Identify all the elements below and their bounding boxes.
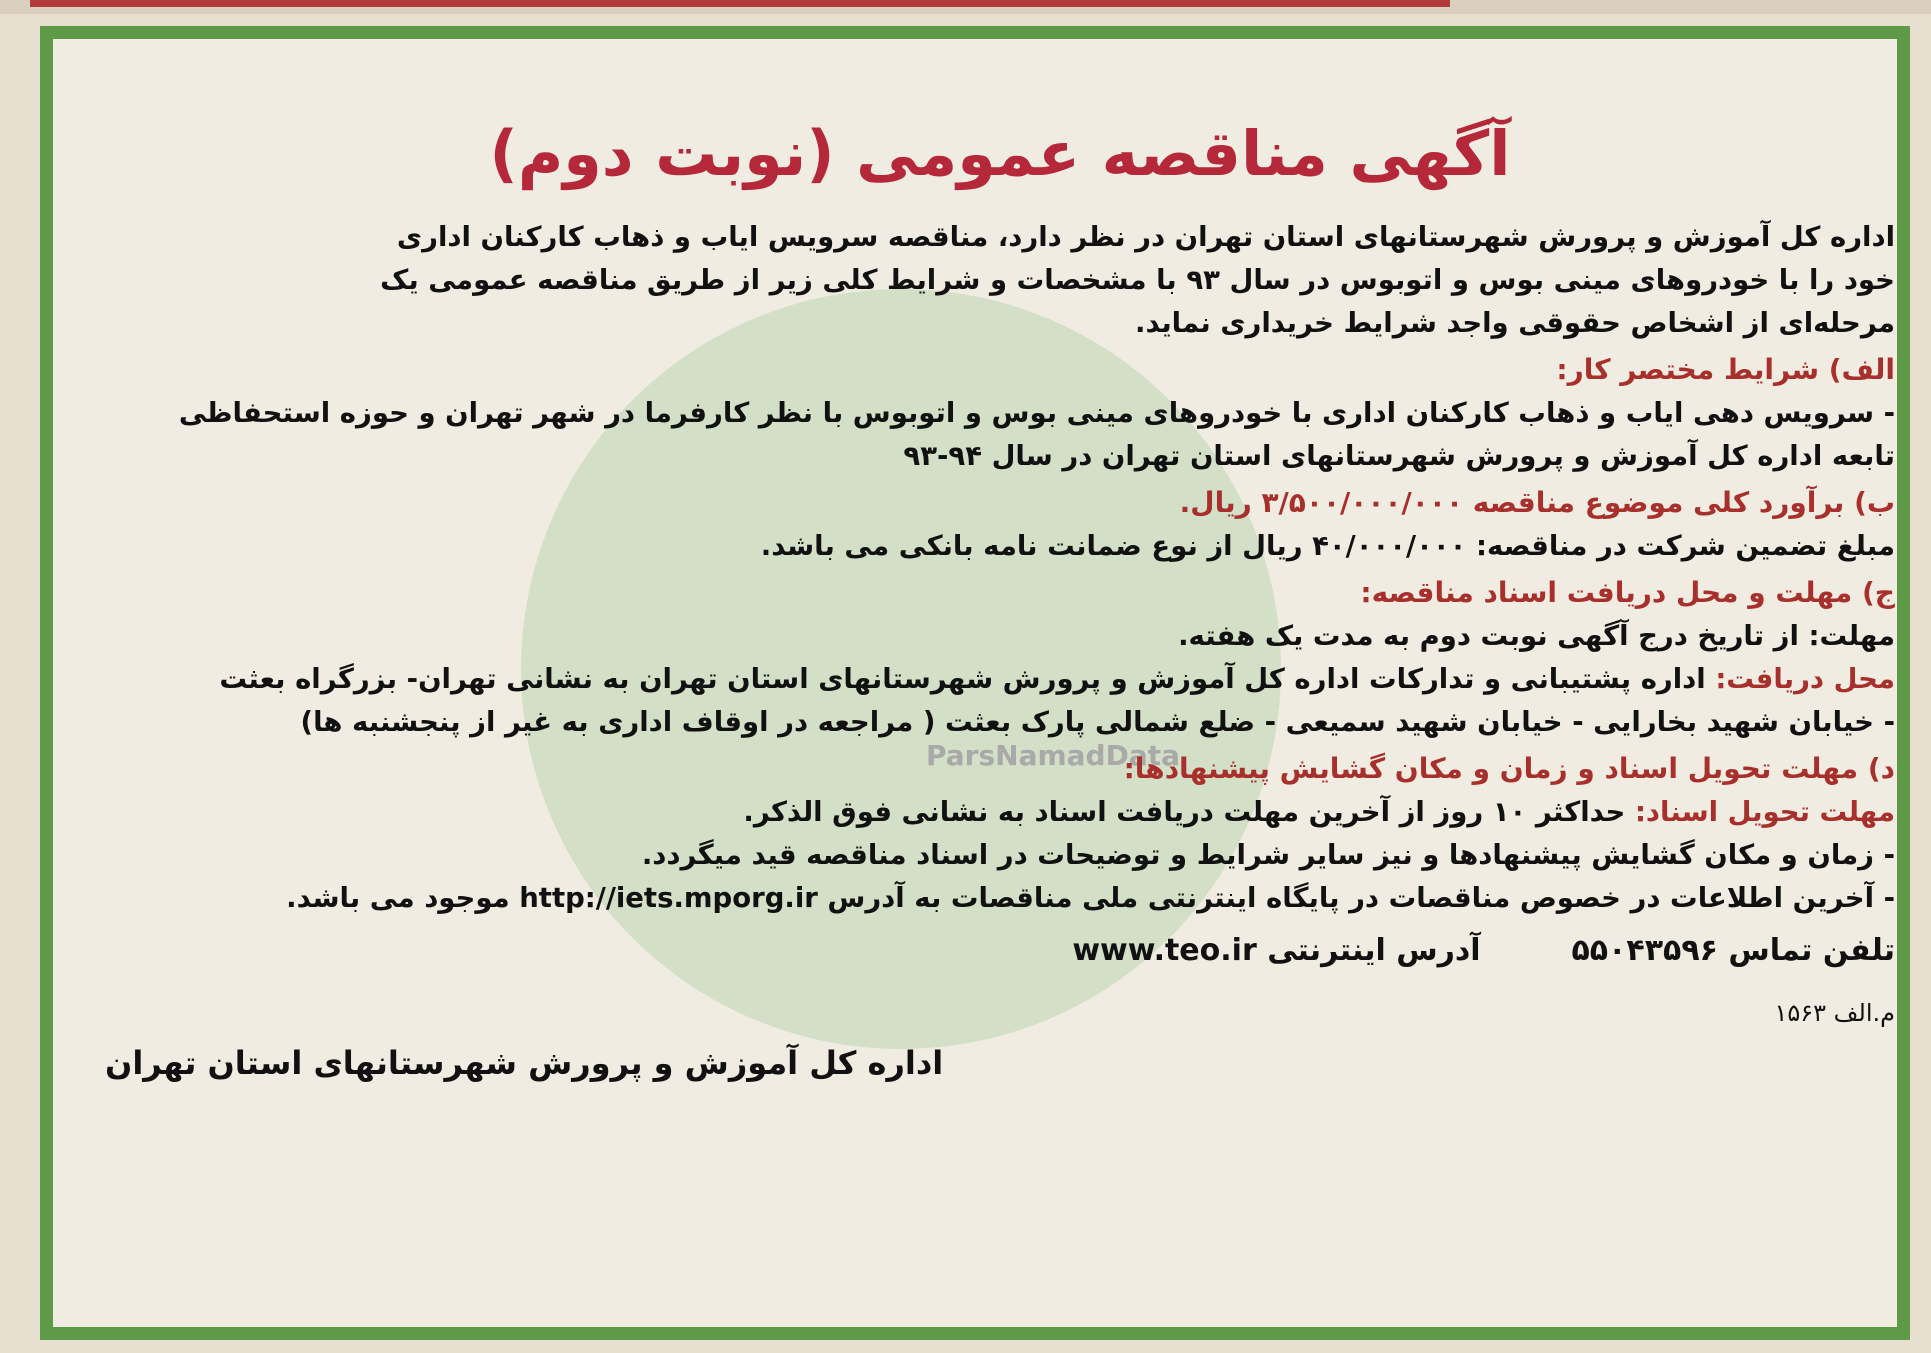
section-a-line: - سرویس دهی ایاب و ذهاب کارکنان اداری با خودروهای مینی بوس و اتوبوس با نظر کارفرما در شهر تهران و حوزه استحفاظی xyxy=(178,397,1895,429)
intro-line: مرحله‌ای از اشخاص حقوقی واجد شرایط خریداری نماید. xyxy=(1135,307,1895,339)
guarantee-line: مبلغ تضمین شرکت در مناقصه: ۴۰/۰۰۰/۰۰۰ ریال از نوع ضمانت نامه بانکی می باشد. xyxy=(760,530,1895,562)
section-a-line: تابعه اداره کل آموزش و پرورش شهرستانهای استان تهران در سال ۹۴-۹۳ xyxy=(903,440,1895,472)
section-b-heading: ب) برآورد کلی موضوع مناقصه ۳/۵۰۰/۰۰۰/۰۰۰ ریال. xyxy=(1179,486,1895,519)
phone-number: ۵۵۰۴۳۵۹۶ xyxy=(1571,933,1718,968)
watermark-text: ParsNamadData xyxy=(926,739,1180,772)
delivery-text: حداکثر ۱۰ روز از آخرین مهلت دریافت اسناد به نشانی فوق الذکر. xyxy=(743,796,1626,828)
notice-content xyxy=(105,99,1895,1340)
place-text: اداره پشتیبانی و تدارکات اداره کل آموزش و پرورش شهرستانهای استان تهران به نشانی تهران- بزرگراه بعثت xyxy=(219,663,1706,695)
place-address-line: - خیابان شهید بخارایی - خیابان شهید سمیعی - ضلع شمالی پارک بعثت ( مراجعه در اوقاف اداری به غیر از پنجشنبه ها) xyxy=(300,706,1895,738)
place-label: محل دریافت: xyxy=(1715,663,1895,695)
page-top-strip xyxy=(0,0,1931,14)
web-address[interactable]: www.teo.ir xyxy=(1072,933,1257,968)
section-d-heading: د) مهلت تحویل اسناد و زمان و مکان گشایش پیشنهادها: xyxy=(1123,752,1895,785)
deadline-label: مهلت: xyxy=(1808,620,1895,652)
section-d-line: - زمان و مکان گشایش پیشنهادها و نیز سایر شرایط و توضیحات در اسناد مناقصه قید میگردد. xyxy=(641,839,1895,871)
signature: اداره کل آموزش و پرورش شهرستانهای استان تهران xyxy=(105,1044,944,1082)
deadline-line xyxy=(105,615,1895,658)
notice-title: آگهی مناقصه عمومی (نوبت دوم) xyxy=(489,117,1511,190)
delivery-label: مهلت تحویل اسناد: xyxy=(1634,796,1895,828)
delivery-line xyxy=(105,791,1895,834)
red-top-band xyxy=(30,0,1450,7)
place-line xyxy=(105,658,1895,701)
contact-line xyxy=(105,926,1895,976)
section-d-line: - آخرین اطلاعات در خصوص مناقصات در پایگاه اینترنتی ملی مناقصات به آدرس http://iets.mporg.ir موجود می باشد. xyxy=(286,882,1895,914)
phone-label: تلفن تماس xyxy=(1728,933,1895,968)
intro-paragraph xyxy=(105,216,1895,345)
section-a-heading: الف) شرایط مختصر کار: xyxy=(1556,353,1895,386)
reference-code: م.الف ۱۵۶۳ xyxy=(1774,999,1895,1027)
notice-frame xyxy=(40,26,1910,1340)
web-label: آدرس اینترنتی xyxy=(1267,933,1481,968)
deadline-text: از تاریخ درج آگهی نوبت دوم به مدت یک هفته. xyxy=(1178,620,1799,652)
intro-line: خود را با خودروهای مینی بوس و اتوبوس در سال ۹۳ با مشخصات و شرایط کلی زیر از طریق مناقصه عمومی یک xyxy=(380,264,1895,296)
section-c-heading: ج) مهلت و محل دریافت اسناد مناقصه: xyxy=(1360,576,1895,609)
intro-line: اداره کل آموزش و پرورش شهرستانهای استان تهران در نظر دارد، مناقصه سرویس ایاب و ذهاب کارکنان اداری xyxy=(396,221,1895,253)
